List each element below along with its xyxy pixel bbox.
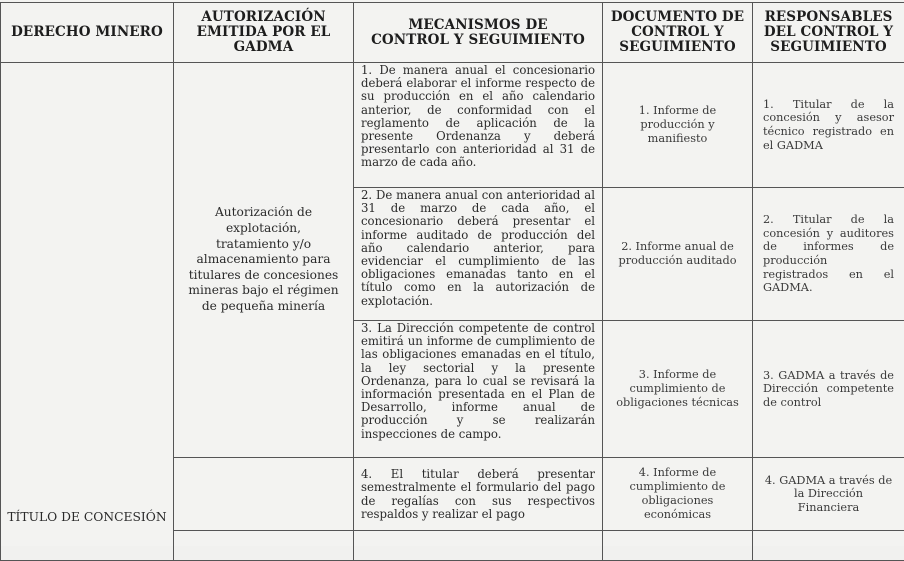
mecanismo-1: 1. De manera anual el concesionario deberá elaborar el informe respecto de su producción en el año calendario anterior, de conformidad con el reglamento de aplicación de la presente Ordenanza y deberá presentarlo con anterioridad al 31 de marzo de cada año.: [354, 63, 603, 188]
documento-3: 3. Informe de cumplimiento de obligaciones técnicas: [603, 321, 753, 458]
mecanismo-4: 4. El titular deberá presentar semestralmente el formulario del pago de regalías con sus respectivos respaldos y realizar el pago: [354, 458, 603, 531]
responsables-2: 2. Titular de la concesión y auditores de informes de producción registrados en el GADMA.: [753, 188, 904, 321]
derecho-minero-cell: [1, 63, 174, 561]
autorizacion-cell: Autorización de explotación, tratamiento y/o almacenamiento para titulares de concesiones mineras bajo el régimen de pequeña minería: [174, 63, 354, 458]
responsables-1: 1. Titular de la concesión y asesor técnico registrado en el GADMA: [753, 63, 904, 188]
mecanismo-3: 3. La Dirección competente de control emitirá un informe de cumplimiento de las obligaciones emanadas en el título, la ley sectorial y la presente Ordenanza, para lo cual se revisará la información presentada en el Plan de Desarrollo, informe anual de producción y se realizarán inspecciones de campo.: [354, 321, 603, 458]
header-derecho-minero: DERECHO MINERO: [1, 3, 174, 63]
header-responsables: RESPONSABLES DEL CONTROL Y SEGUIMIENTO: [753, 3, 904, 63]
table-row: [1, 63, 904, 188]
documento-1: 1. Informe de producción y manifiesto: [603, 63, 753, 188]
header-row: [1, 3, 904, 63]
responsables-3: 3. GADMA a través de Dirección competente de control: [753, 321, 904, 458]
documento-2: 2. Informe anual de producción auditado: [603, 188, 753, 321]
responsables-4: 4. GADMA a través de la Dirección Financiera: [753, 458, 904, 531]
derecho-minero-text: TÍTULO DE CONCESIÓN: [1, 510, 173, 525]
header-mecanismos: MECANISMOS DE CONTROL Y SEGUIMIENTO: [354, 3, 603, 63]
control-table: [0, 2, 904, 561]
mecanismo-2: 2. De manera anual con anterioridad al 31 de marzo de cada año, el concesionario deberá presentar el informe auditado de producción del año calendario anterior, para evidenciar el cumplimiento de las obligaciones emanadas tanto en el título como en la autorización de explotación.: [354, 188, 603, 321]
autorizacion-empty-cell: [174, 458, 354, 531]
header-documento: DOCUMENTO DE CONTROL Y SEGUIMIENTO: [603, 3, 753, 63]
header-autorizacion: AUTORIZACIÓN EMITIDA POR EL GADMA: [174, 3, 354, 63]
documento-4: 4. Informe de cumplimiento de obligaciones económicas: [603, 458, 753, 531]
